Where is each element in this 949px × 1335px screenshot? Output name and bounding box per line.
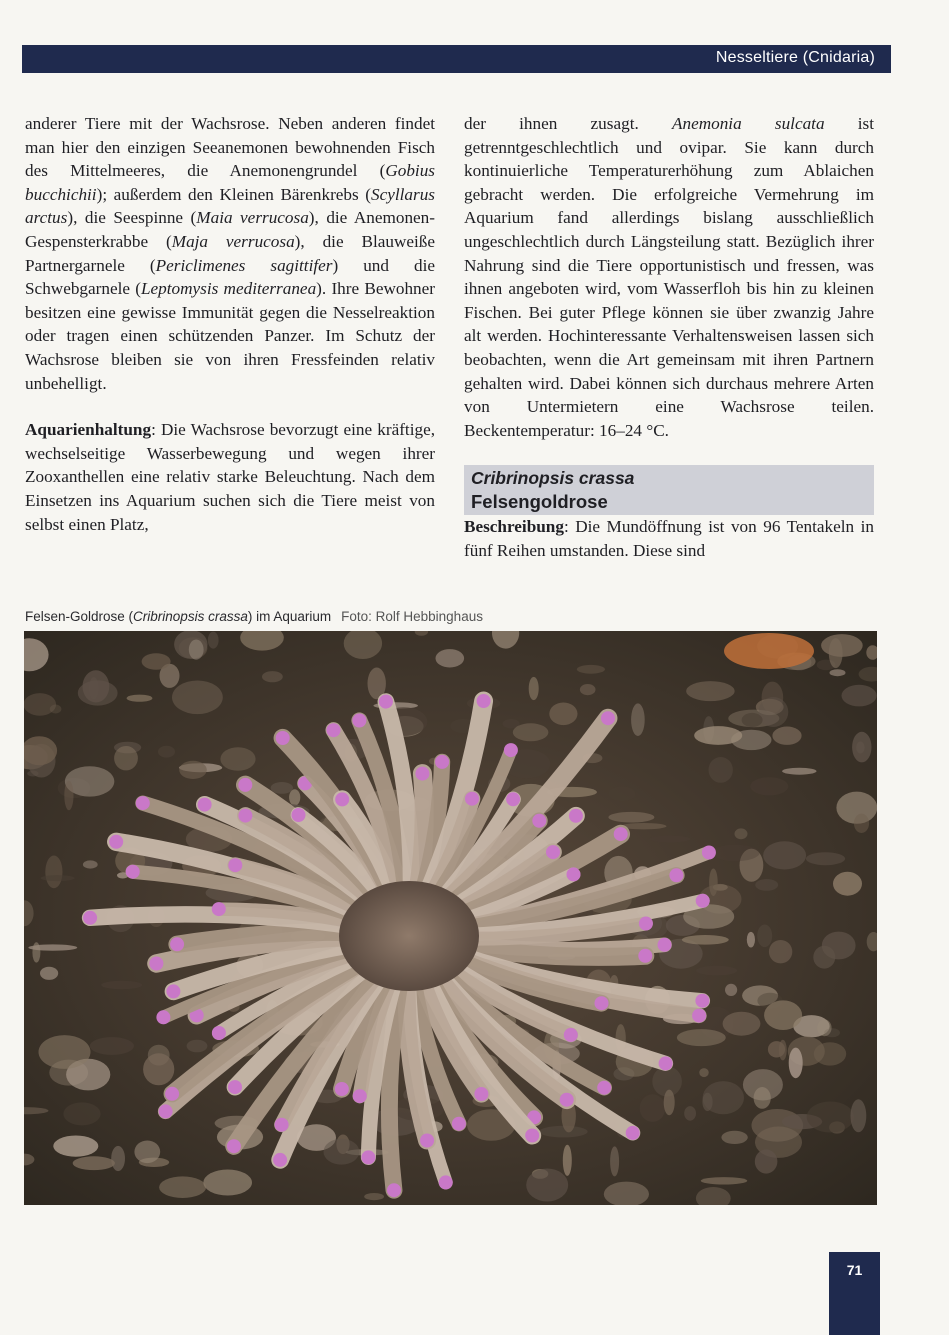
tentacle-tip (564, 1028, 578, 1042)
tentacle-tip (569, 809, 583, 823)
tentacle-tip (669, 868, 683, 882)
species-name: Gobius bucchichii (25, 161, 435, 204)
text-run: der ihnen zusagt. (464, 114, 672, 133)
tentacle-tip (692, 1009, 706, 1023)
tentacle-tip (659, 1056, 673, 1070)
subheading-beschreibung: Beschreibung (464, 517, 564, 537)
tentacle-tip (109, 835, 123, 849)
tentacle-tip (696, 894, 710, 908)
subheading-aquarienhaltung: Aquarienhaltung (25, 420, 152, 440)
tentacle-tip (159, 1104, 173, 1118)
species-name: Maia verrucosa (196, 208, 309, 228)
left-paragraph-1 (25, 112, 435, 395)
species-name: Periclimenes sagittifer (155, 255, 333, 275)
species-name: Anemonia sulcata (671, 114, 825, 133)
tentacle-tip (452, 1117, 466, 1131)
tentacle-tip (227, 1139, 241, 1153)
tentacle-tip (477, 694, 491, 708)
tentacle-tip (276, 731, 290, 745)
tentacle-tip (415, 767, 429, 781)
beschreibung-text: : Die Mundöffnung ist von 96 Tentakeln in fünf Reihen umstanden. Diese sind (464, 517, 874, 560)
text-run: ) und die Schwebgarnele ( (25, 255, 435, 299)
photo-credit: Foto: Rolf Hebbinghaus (341, 609, 483, 624)
tentacle-tip (560, 1093, 574, 1107)
tentacle-tip (352, 714, 366, 728)
tentacle-tip (474, 1087, 488, 1101)
species-latin-name: Cribrinopsis crassa (471, 468, 635, 489)
tentacle-tip (506, 792, 520, 806)
caption-prefix: Felsen-Goldrose ( (25, 609, 134, 624)
tentacle-tip (532, 814, 546, 828)
tentacle-tip (638, 949, 652, 963)
tentacle-tip (695, 994, 709, 1008)
right-paragraph-2 (464, 515, 874, 562)
tentacle-tip (156, 1010, 170, 1024)
orange-coral (724, 633, 814, 669)
tentacle-tip (601, 711, 615, 725)
tentacle-tip (597, 1081, 611, 1095)
left-column (25, 112, 435, 536)
tentacle-tip (170, 937, 184, 951)
text-run: ), die Anemonen-Gespensterkrabbe ( (25, 208, 435, 251)
text-run: anderer Tiere mit der Wachsrose. Neben anderen findet man hier den einzigen Seeanemonen bewohnenden Fisch des Mittelmeeres, die Anemonengrundel ( (25, 114, 435, 181)
page-number-tab (829, 1252, 880, 1335)
tentacle-tip (149, 957, 163, 971)
tentacle-tip (439, 1175, 453, 1189)
text-run: ), die Blauweiße Partnergarnele ( (25, 231, 435, 275)
tentacle-tip (465, 792, 479, 806)
tentacle-tip (335, 792, 349, 806)
section-title: Nesseltiere (Cnidaria) (715, 49, 875, 66)
photo-caption (25, 609, 885, 624)
tentacle-tip (639, 917, 653, 931)
tentacle-tip (353, 1089, 367, 1103)
tentacle-tip (228, 1080, 242, 1094)
tentacle-tip (504, 743, 518, 757)
tentacle-tip (136, 796, 150, 810)
aquarienhaltung-text: : Die Wachsrose bevorzugt eine kräftige, wechselseitige Wasserbewegung und wegen ihrer Zooxanthellen eine relativ starke Beleuchtung. Nach dem Einsetzen ins Aquarium suchen sich die Tiere meist von selbst einen Platz, (25, 420, 435, 534)
tentacle-tip (327, 723, 341, 737)
tentacle-tip (212, 1026, 226, 1040)
tentacle-tip (273, 1153, 287, 1167)
oral-disc (339, 881, 479, 991)
tentacle-tip (126, 865, 140, 879)
text-run: ). Ihre Bewohner besitzen eine gewisse Immunität gegen die Nesselreaktion oder tragen einen schützenden Panzer. Im Schutz der Wachsrose bleiben sie von ihren Fressfeinden relativ unbehelligt. (25, 279, 435, 393)
tentacle-tip (614, 827, 628, 841)
tentacle-tip (435, 755, 449, 769)
caption-latin: Cribrinopsis crassa (133, 609, 248, 624)
anemone-photo (24, 631, 877, 1205)
species-common-name: Felsengoldrose (471, 491, 608, 513)
species-name: Scyllarus arctus (25, 184, 435, 228)
tentacle-tip (212, 902, 226, 916)
tentacle-tip (275, 1118, 289, 1132)
tentacle-tip (525, 1129, 539, 1143)
tentacle-tip (292, 808, 306, 822)
species-heading-box (464, 465, 874, 515)
species-name: Maja verrucosa (171, 231, 295, 251)
text-run: ist getrenntgeschlechtlich und ovipar. Sie kann durch kontinuierliche Temperaturerhöhung zum Ablaichen gebracht werden. Die erfolgreiche Vermehrung im Aquarium fand allerdings bislang ausschließlich ungeschlechtlich durch Längsteilung statt. Bezüglich ihrer Nahrung sind die Tiere opportunistisch und fressen, was ihnen angeboten wird, vom Wasserfloh bis hin zu kleinen Fischen. Bei guter Pflege können sie über zwanzig Jahre alt werden. Hochinteressante Verhaltensweisen lassen sich beobachten, wenn die Art gemeinsam mit ihren Partnern gehalten wird. Dabei können sich durchaus mehrere Arten von Untermietern eine Wachsrose teilen. Beckentemperatur: 16–24 °C. (464, 114, 874, 440)
species-name: Leptomysis mediterranea (140, 279, 317, 299)
right-paragraph-1 (464, 112, 874, 442)
tentacle-tip (165, 1087, 179, 1101)
right-column (464, 112, 874, 563)
section-header-bar (22, 45, 891, 73)
tentacle-tip (335, 1082, 349, 1096)
tentacle-tip (702, 846, 716, 860)
tentacle-tip (198, 798, 212, 812)
page-number: 71 (846, 1262, 863, 1278)
tentacle-tip (238, 778, 252, 792)
tentacle-tip (166, 984, 180, 998)
caption-suffix: ) im Aquarium (247, 609, 332, 624)
tentacle-tip (387, 1183, 401, 1197)
tentacle-tip (228, 858, 242, 872)
tentacle-tip (595, 996, 609, 1010)
tentacle-tip (361, 1150, 375, 1164)
tentacle-tip (420, 1134, 434, 1148)
tentacle-tip (658, 938, 672, 952)
tentacle-tip (626, 1126, 640, 1140)
tentacle-tip (546, 845, 560, 859)
left-paragraph-2 (25, 418, 435, 536)
tentacle-tip (379, 695, 393, 709)
tentacle-tip (567, 867, 581, 881)
tentacle-tip (83, 911, 97, 925)
anemone-illustration (24, 631, 877, 1205)
text-run: ), die Seespinne ( (67, 208, 197, 228)
tentacle-tip (238, 809, 252, 823)
text-run: ); außerdem den Kleinen Bärenkrebs ( (96, 184, 372, 204)
